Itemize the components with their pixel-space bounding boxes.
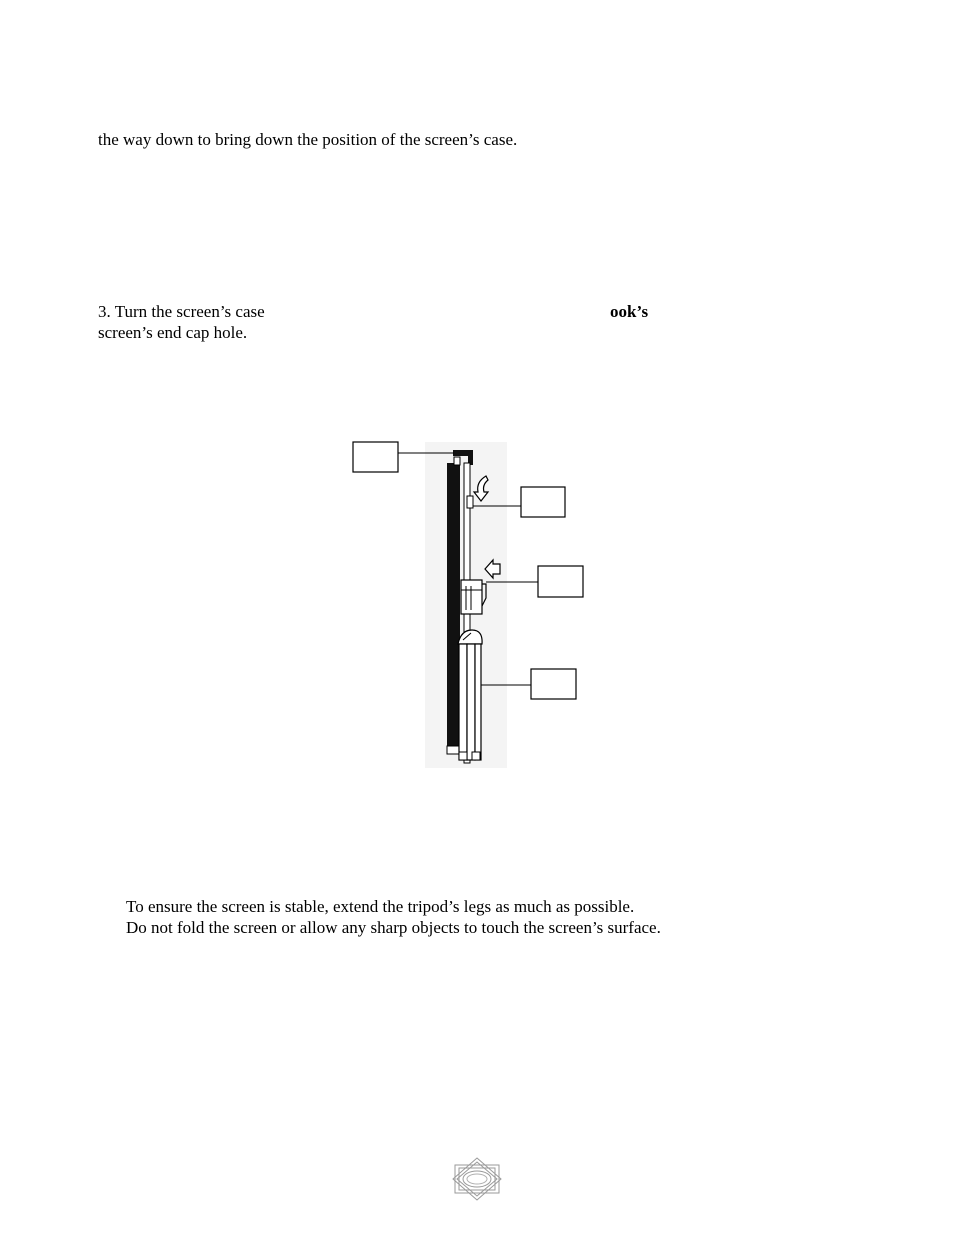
step-3-line-2: screen’s end cap hole. <box>98 323 248 342</box>
note-2: Do not fold the screen or allow any sharp objects to touch the screen’s surface. <box>126 918 661 937</box>
step-3-line-1: 3. Turn the screen’s case <box>98 302 265 321</box>
pole-knob <box>467 496 473 508</box>
screen-tripod-diagram <box>340 430 600 775</box>
callout-box-hook <box>353 442 398 472</box>
callout-box-tripod <box>531 669 576 699</box>
step-3-bold-fragment: ook’s <box>610 302 649 321</box>
tripod-leg-2 <box>467 644 475 760</box>
tripod-leg-1 <box>459 644 467 760</box>
callout-box-clamp <box>538 566 583 597</box>
nested-diamond-logo-icon <box>451 1156 503 1202</box>
screen-case-end-cap <box>447 746 460 754</box>
tripod-foot-2 <box>472 752 480 760</box>
hook-clip <box>454 457 460 465</box>
tripod-leg-3 <box>475 644 481 760</box>
tripod-foot-1 <box>459 752 467 760</box>
callout-box-knob <box>521 487 565 517</box>
note-1: To ensure the screen is stable, extend the tripod’s legs as much as possible. <box>126 897 635 916</box>
screen-case <box>447 463 460 753</box>
intro-line: the way down to bring down the position of the screen’s case. <box>98 130 518 149</box>
